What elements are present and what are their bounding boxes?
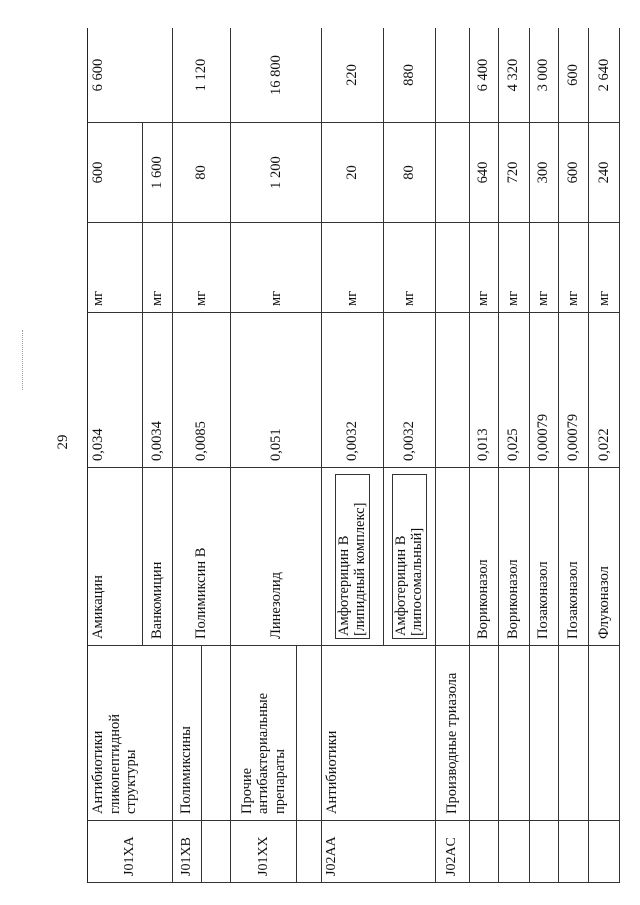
dose2-cell: 6 400 — [469, 28, 498, 123]
group-cell — [201, 646, 230, 821]
dose1-cell: 600 — [88, 123, 143, 223]
drug-table — [87, 28, 620, 883]
dose1-cell: 1 600 — [143, 123, 172, 223]
group-cell — [231, 646, 297, 821]
dose1-cell — [435, 123, 469, 223]
group-cell — [88, 646, 173, 821]
group-text: Прочие антибактериальные препараты — [238, 692, 288, 814]
dose2-cell: 3 000 — [529, 28, 558, 123]
share-cell: 0,0085 — [172, 313, 231, 468]
drug-name-cell: Ванкомицин — [143, 468, 172, 646]
dose1-cell: 720 — [498, 123, 529, 223]
table-row — [435, 28, 469, 883]
share-cell: 0,00079 — [529, 313, 558, 468]
table-row — [529, 28, 558, 883]
share-cell: 0,034 — [88, 313, 143, 468]
unit-cell: мг — [383, 223, 435, 313]
group-cell — [529, 646, 558, 821]
atc-code-cell: J02AC — [435, 821, 469, 883]
drug-name-cell: Позаконазол — [529, 468, 558, 646]
unit-cell: мг — [172, 223, 231, 313]
group-cell — [498, 646, 529, 821]
share-cell: 0,0034 — [143, 313, 172, 468]
dose1-cell: 80 — [172, 123, 231, 223]
drug-name-text: Амфотерицин В [липосомальный] — [392, 474, 427, 639]
unit-cell: мг — [558, 223, 589, 313]
drug-name-cell: Линезолид — [231, 468, 321, 646]
drug-name-cell: Флуконазол — [589, 468, 620, 646]
scan-artifact — [22, 330, 24, 390]
drug-name-cell: Вориконазол — [469, 468, 498, 646]
group-cell: Производные триазола — [435, 646, 469, 821]
atc-code-cell — [469, 821, 498, 883]
atc-code-cell: J01XA — [88, 821, 173, 883]
unit-cell: мг — [589, 223, 620, 313]
dose2-cell: 600 — [558, 28, 589, 123]
share-cell — [435, 313, 469, 468]
dose2-cell — [435, 28, 469, 123]
share-cell: 0,013 — [469, 313, 498, 468]
atc-code-cell — [201, 821, 230, 883]
drug-table-container — [87, 28, 620, 883]
drug-name-cell — [321, 468, 383, 646]
drug-name-cell: Амикацин — [88, 468, 143, 646]
drug-name-cell: Позаконазол — [558, 468, 589, 646]
atc-code-cell — [297, 821, 322, 883]
atc-code-cell: J01XX — [231, 821, 297, 883]
drug-name-cell: Вориконазол — [498, 468, 529, 646]
dose2-cell: 220 — [321, 28, 383, 123]
dose1-cell: 1 200 — [231, 123, 321, 223]
unit-cell: мг — [529, 223, 558, 313]
share-cell: 0,00079 — [558, 313, 589, 468]
table-row — [88, 28, 143, 883]
dose2-cell: 2 640 — [589, 28, 620, 123]
atc-code-cell: J01XB — [172, 821, 201, 883]
share-cell: 0,0032 — [321, 313, 383, 468]
unit-cell: мг — [143, 223, 172, 313]
dose1-cell: 640 — [469, 123, 498, 223]
drug-name-cell: Полимиксин В — [172, 468, 231, 646]
dose2-cell: 4 320 — [498, 28, 529, 123]
table-row — [321, 28, 356, 883]
group-cell — [558, 646, 589, 821]
group-text: Антибиотики гликопептидной структуры — [90, 714, 140, 814]
share-cell: 0,022 — [589, 313, 620, 468]
unit-cell — [435, 223, 469, 313]
dose2-cell: 16 800 — [231, 28, 321, 123]
table-row — [558, 28, 589, 883]
dose1-cell: 20 — [321, 123, 383, 223]
group-cell — [589, 646, 620, 821]
dose2-cell: 1 120 — [172, 28, 231, 123]
unit-cell: мг — [498, 223, 529, 313]
group-cell: Полимиксины — [172, 646, 201, 821]
group-cell — [297, 646, 322, 821]
atc-code-cell: J02AA — [321, 821, 435, 883]
unit-cell: мг — [88, 223, 143, 313]
unit-cell: мг — [469, 223, 498, 313]
table-row — [589, 28, 620, 883]
share-cell: 0,051 — [231, 313, 321, 468]
unit-cell: мг — [321, 223, 383, 313]
page-number: 29 — [55, 434, 71, 450]
group-cell: Антибиотики — [321, 646, 435, 821]
table-row — [231, 28, 297, 883]
unit-cell: мг — [231, 223, 321, 313]
dose2-cell: 6 600 — [88, 28, 173, 123]
dose2-cell: 880 — [383, 28, 435, 123]
table-row — [498, 28, 529, 883]
atc-code-cell — [589, 821, 620, 883]
dose1-cell: 600 — [558, 123, 589, 223]
share-cell: 0,025 — [498, 313, 529, 468]
dose1-cell: 240 — [589, 123, 620, 223]
atc-code-cell — [529, 821, 558, 883]
drug-name-text: Амфотерицин В [липидный комплекс] — [335, 474, 370, 639]
group-cell — [469, 646, 498, 821]
dose1-cell: 300 — [529, 123, 558, 223]
atc-code-cell — [558, 821, 589, 883]
drug-name-cell — [383, 468, 435, 646]
table-row — [172, 28, 201, 883]
atc-code-cell — [498, 821, 529, 883]
dose1-cell: 80 — [383, 123, 435, 223]
drug-name-cell — [435, 468, 469, 646]
table-row — [469, 28, 498, 883]
share-cell: 0,0032 — [383, 313, 435, 468]
